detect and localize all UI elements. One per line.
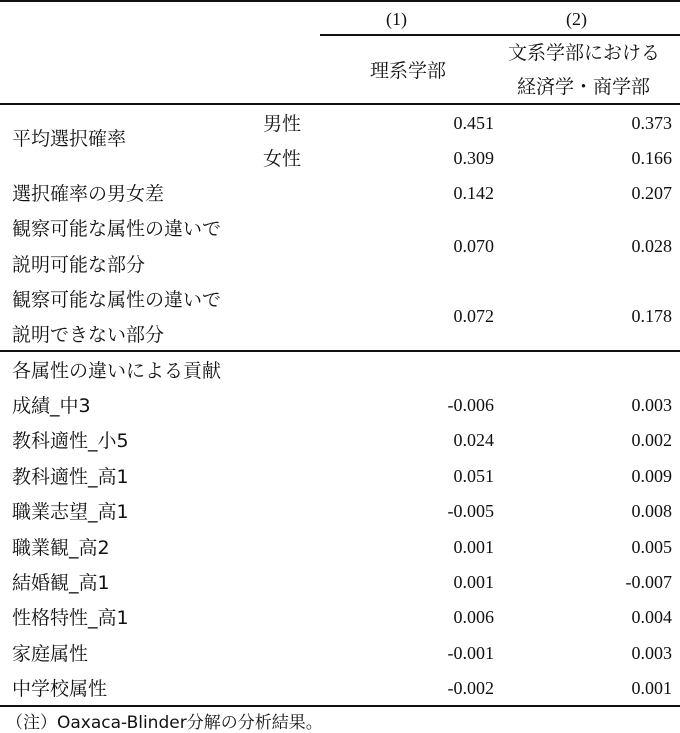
table-row-value-1: -0.001 [447,643,494,663]
gap-value-1: 0.142 [453,183,494,203]
table-row-value-2: -0.007 [625,572,672,592]
table-row-value-2: 0.003 [631,643,672,663]
table-row-label: 職業志望_高1 [12,501,129,523]
col2-number: (2) [566,9,587,29]
female-value-2: 0.166 [631,148,672,168]
table-row-label: 家庭属性 [12,643,89,665]
col1-header: 理系学部 [370,60,447,82]
table-row-label: 結婚観_高1 [12,572,110,594]
explained-value-2: 0.028 [631,236,672,256]
table-row-value-2: 0.008 [631,501,672,521]
table-row-value-1: 0.006 [453,607,494,627]
top-rule [0,0,680,2]
female-value-1: 0.309 [453,148,494,168]
table-row-value-1: 0.001 [453,537,494,557]
table-row-value-2: 0.004 [631,607,672,627]
table-row-value-2: 0.002 [631,430,672,450]
table-row-label: 成績_中3 [12,395,91,417]
table-row-value-1: 0.024 [453,430,494,450]
female-label: 女性 [263,148,302,170]
explained-value-1: 0.070 [453,236,494,256]
header-bottom-rule [0,103,680,105]
header-sub-rule [320,34,680,36]
table-row-value-1: -0.005 [447,501,494,521]
table-row-value-2: 0.009 [631,466,672,486]
table-row-value-2: 0.005 [631,537,672,557]
col1-number: (1) [386,9,407,29]
male-value-1: 0.451 [453,113,494,133]
col2-header-line2: 経済学・商学部 [517,76,651,98]
table-row-label: 中学校属性 [12,678,108,700]
unexplained-value-2: 0.178 [631,306,672,326]
unexplained-value-1: 0.072 [453,306,494,326]
table-row-value-1: 0.051 [453,466,494,486]
contrib-heading: 各属性の違いによる貢献 [12,360,222,382]
table-row-value-2: 0.001 [631,678,672,698]
table-row-value-1: 0.001 [453,572,494,592]
gap-value-2: 0.207 [631,183,672,203]
unexplained-label-line2: 説明できない部分 [12,324,165,346]
male-value-2: 0.373 [631,113,672,133]
explained-label-line2: 説明可能な部分 [12,254,146,276]
table-row-value-1: -0.006 [447,395,494,415]
table-note: （注）Oaxaca-Blinder分解の分析結果。 [6,713,323,733]
table-row-label: 教科適性_高1 [12,466,129,488]
section-rule [0,350,680,352]
explained-label-line1: 観察可能な属性の違いで [12,218,222,240]
male-label: 男性 [263,113,302,135]
table-row-value-2: 0.003 [631,395,672,415]
table-row-value-1: -0.002 [447,678,494,698]
bottom-rule [0,705,680,707]
unexplained-label-line1: 観察可能な属性の違いで [12,289,222,311]
col2-header-line1: 文系学部における [508,42,661,64]
table-row-label: 教科適性_小5 [12,430,129,452]
table-row-label: 性格特性_高1 [12,607,129,629]
avg-prob-label: 平均選択確率 [12,128,127,150]
table-row-label: 職業観_高2 [12,537,110,559]
gap-label: 選択確率の男女差 [12,183,165,205]
